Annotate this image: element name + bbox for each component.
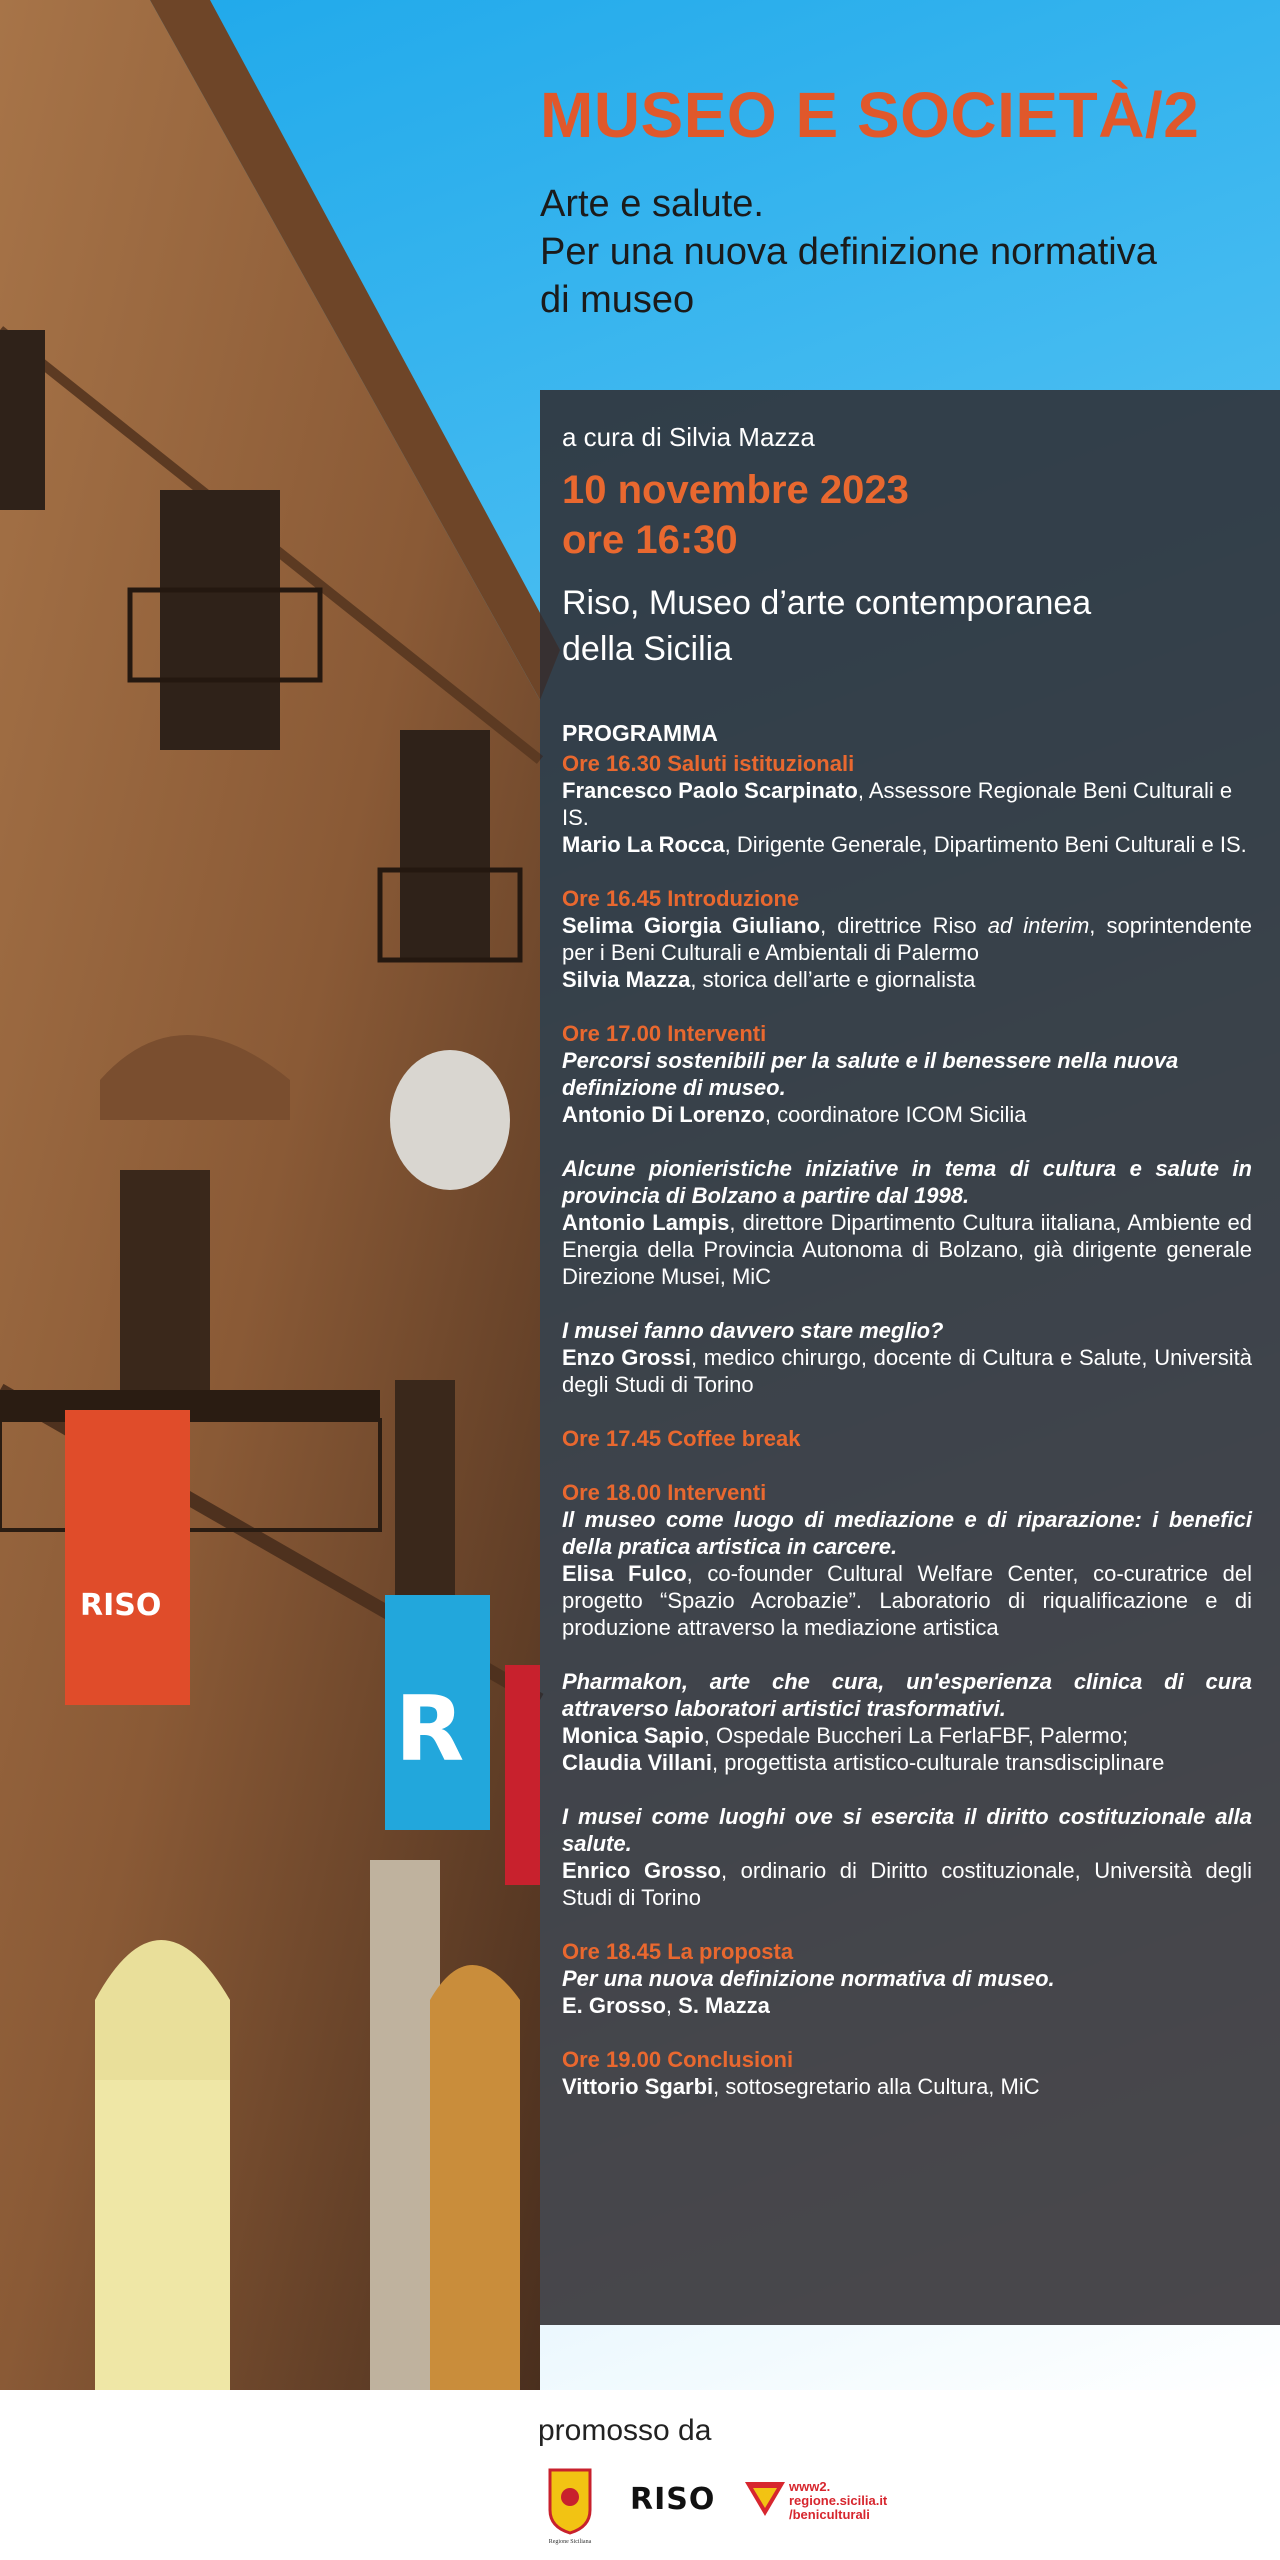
speaker-name: Vittorio Sgarbi [562,2074,714,2099]
speaker-name: Selima Giorgia Giuliano [562,913,821,938]
sponsors-footer [0,2390,1280,2560]
speaker-role: , Assessore Regionale Beni Culturali e IS. [562,778,1233,830]
url-line: regione.sicilia.it [789,2493,888,2508]
slot-time: Ore 18.45 La proposta [562,1939,794,1964]
speaker [562,1722,1252,1749]
speaker-role: , ordinario di Diritto costituzionale, Università degli Studi di Torino [562,1858,1252,1910]
speaker-name: Antonio Lampis [562,1210,730,1235]
venue-line: Riso, Museo d’arte contemporanea [562,584,1092,622]
talk [562,1317,1252,1398]
speaker [562,1209,1252,1290]
speaker-role: , storica dell’arte e giornalista [690,967,976,992]
talk-title: Il museo come luogo di mediazione e di riparazione: i benefici della pratica artistica in carcere. [562,1507,1252,1559]
speaker-role: , coordinatore ICOM Sicilia [764,1102,1027,1127]
slot-time: Ore 17.00 Interventi [562,1021,767,1046]
subtitle-line: Per una nuova definizione normativa [540,231,1157,273]
promoted-by: promosso da [538,2414,712,2447]
program-slot [562,1479,1252,1641]
program-slot [562,750,1252,858]
speaker-name: Silvia Mazza [562,967,691,992]
event-date: 10 novembre 2023 [562,468,909,512]
slot-time: Ore 16.45 Introduzione [562,886,800,911]
talk-title: I musei come luoghi ove si esercita il diritto costituzionale alla salute. [562,1804,1252,1856]
banner-riso-text: RISO [80,1588,162,1623]
talk-title: I musei fanno davvero stare meglio? [562,1318,944,1343]
speaker-role: , medico chirurgo, docente di Cultura e Salute, Università degli Studi di Torino [562,1345,1252,1397]
speaker-role: , soprintendente per i Beni Culturali e Ambientali di Palermo [562,913,1253,965]
speaker-name: Enzo Grossi [562,1345,691,1370]
speaker-name: Antonio Di Lorenzo [562,1102,765,1127]
speaker-name: Francesco Paolo Scarpinato [562,778,858,803]
speaker-role: , direttore Dipartimento Cultura iitaliana, Ambiente ed Energia della Provincia Autonoma di Bolzano, già dirigente generale Direzione Musei, MiC [562,1210,1253,1289]
program-slot [562,1425,1252,1452]
beniculturali-url [789,2480,887,2522]
beniculturali-logo [745,2476,905,2526]
speaker-name: S. Mazza [678,1993,770,2018]
speaker-separator: , [665,1993,679,2018]
slot-time: Ore 18.00 Interventi [562,1480,767,1505]
speaker [562,912,1252,966]
slot-time: Ore 16.30 Saluti istituzionali [562,751,855,776]
speaker [562,1560,1252,1641]
speaker-role: , direttrice Riso [820,913,988,938]
speaker-name: Enrico Grosso [562,1858,721,1883]
talk-title: Alcune pionieristiche iniziative in tema di cultura e salute in provincia di Bolzano a partire dal 1998. [562,1156,1252,1208]
speaker [562,2073,1252,2100]
event-datetime [562,465,909,565]
talk [562,1668,1252,1776]
info-panel [540,390,1280,2325]
speaker-name: Elisa Fulco [562,1561,687,1586]
venue [562,580,1252,672]
speaker [562,831,1252,858]
program-heading: PROGRAMMA [562,720,718,746]
program-slot [562,1020,1252,1128]
speaker-role: , sottosegretario alla Cultura, MiC [713,2074,1040,2099]
speaker-role: , Dirigente Generale, Dipartimento Beni Culturali e IS. [724,832,1247,857]
svg-text:R: R [395,1677,465,1782]
triskelion-mark-icon [745,2482,785,2516]
riso-logo: RISO [630,2482,716,2517]
speaker [562,777,1252,831]
speaker [562,1992,1252,2019]
speaker-name: E. Grosso [562,1993,666,2018]
program-slot [562,2046,1252,2100]
subtitle-line: di museo [540,279,695,321]
talk [562,1155,1252,1290]
regione-siciliana-logo [545,2465,595,2545]
url-line: /beniculturali [789,2507,870,2522]
speaker-name: Claudia Villani [562,1750,712,1775]
talk-title: Percorsi sostenibili per la salute e il benessere nella nuova definizione di museo. [562,1048,1179,1100]
regione-siciliana-caption: Regione Siciliana [548,2539,592,2545]
slot-time: Ore 17.45 Coffee break [562,1426,801,1451]
poster-subtitle [540,180,1240,324]
speaker [562,1857,1252,1911]
speaker-name: Mario La Rocca [562,832,725,857]
speaker-role: , Ospedale Buccheri La FerlaFBF, Palermo; [703,1723,1129,1748]
speaker-name: Monica Sapio [562,1723,704,1748]
url-line: www2. [789,2479,831,2494]
slot-time: Ore 19.00 Conclusioni [562,2047,794,2072]
event-time: ore 16:30 [562,518,738,562]
program-slot [562,885,1252,993]
speaker-role-italic: ad interim [987,913,1090,938]
speaker [562,1101,1252,1128]
talk-title: Per una nuova definizione normativa di museo. [562,1966,1055,1991]
talk-title: Pharmakon, arte che cura, un'esperienza clinica di cura attraverso laboratori artistici trasformativi. [562,1669,1252,1721]
speaker [562,1749,1252,1776]
speaker [562,966,1252,993]
venue-line: della Sicilia [562,630,733,668]
speaker-role: , progettista artistico-culturale transdisciplinare [711,1750,1165,1775]
curator: a cura di Silvia Mazza [562,422,815,452]
poster-title: MUSEO E SOCIETÀ/2 [540,79,1200,151]
talk [562,1803,1252,1911]
subtitle-line: Arte e salute. [540,183,764,225]
speaker [562,1344,1252,1398]
speaker-role: , co-founder Cultural Welfare Center, co-curatrice del progetto “Spazio Acrobazie”. Laboratorio di riqualificazione e di produzione attraverso la mediazione artistica [562,1561,1252,1640]
program-slot [562,1938,1252,2019]
program [562,720,1252,2127]
